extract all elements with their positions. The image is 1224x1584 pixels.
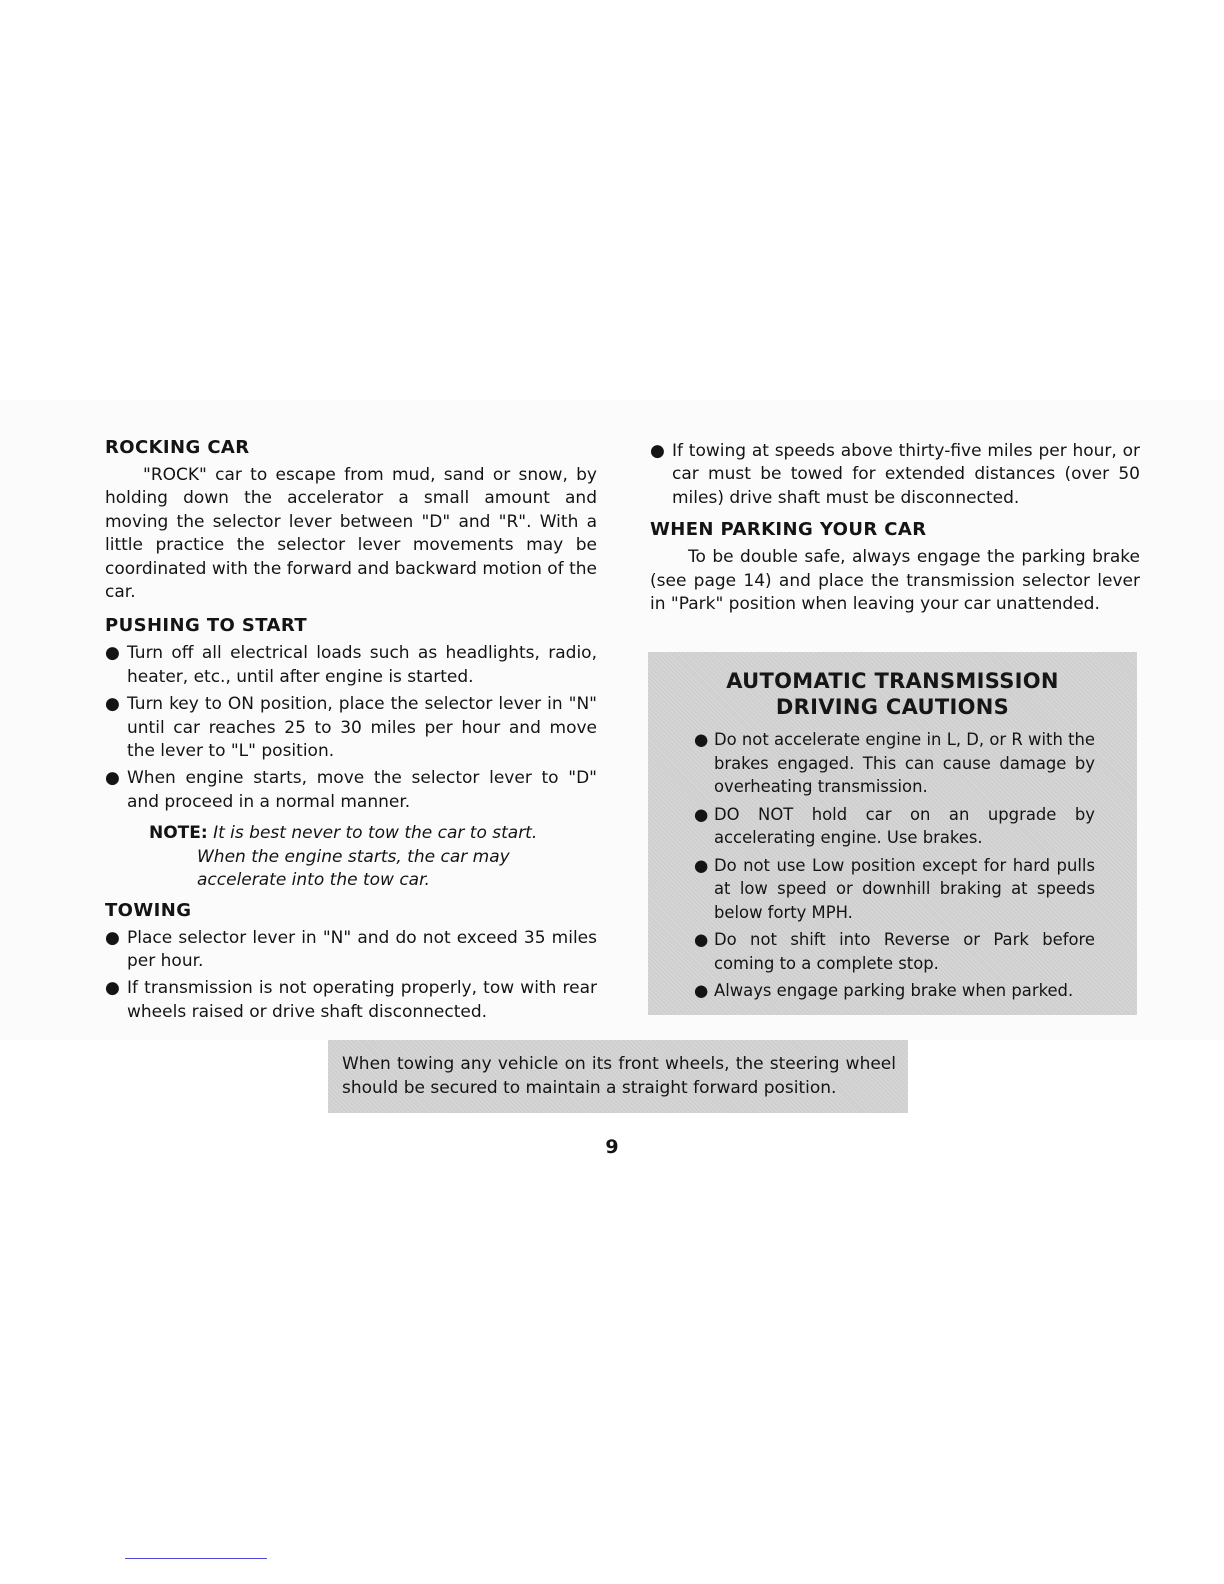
pushing-to-start-heading: PUSHING TO START — [105, 615, 307, 637]
bullet-icon: ● — [105, 927, 120, 948]
right-column — [650, 440, 1140, 626]
footer-divider — [125, 1558, 267, 1559]
list-item: ● Always engage parking brake when parked. — [694, 979, 1095, 1003]
note-label: NOTE: — [149, 823, 208, 844]
note-text: It is best never to tow the car to start. — [213, 823, 538, 844]
list-item: ● Do not shift into Reverse or Park before coming to a complete stop. — [694, 930, 1095, 973]
parking-body: To be double safe, always engage the parking brake (see page 14) and place the transmission selector lever in "Park" position when leaving your car unattended. — [650, 547, 1140, 615]
list-item: ● If transmission is not operating properly, tow with rear wheels raised or drive shaft disconnected. — [105, 978, 597, 1022]
bullet-icon: ● — [105, 694, 120, 715]
parking-heading: WHEN PARKING YOUR CAR — [650, 519, 927, 541]
towing-heading: TOWING — [105, 899, 192, 921]
left-column — [105, 436, 597, 1032]
driving-cautions-box — [648, 652, 1137, 1015]
towing-list-continued — [650, 440, 1140, 510]
tow-warning-box: When towing any vehicle on its front wheels, the steering wheel should be secured to maintain a straight forward position. — [328, 1040, 908, 1113]
bullet-icon: ● — [650, 441, 665, 461]
cautions-list — [648, 728, 1137, 1003]
pushing-to-start-list — [105, 642, 597, 814]
note — [149, 822, 597, 892]
rocking-car-heading: ROCKING CAR — [105, 437, 250, 458]
bullet-icon: ● — [694, 855, 709, 875]
list-item: ● Turn key to ON position, place the selector lever in "N" until car reaches 25 to 30 miles per hour and move the lever to "L" position. — [105, 694, 597, 762]
list-item: ● Place selector lever in "N" and do not exceed 35 miles per hour. — [105, 927, 597, 971]
rocking-car-body: "ROCK" car to escape from mud, sand or snow, by holding down the accelerator a small amount and moving the selector lever between "D" and "R". With a little practice the selector lever movements may be coordinated with the forward and backward motion of the car. — [105, 465, 597, 603]
list-item: ● Turn off all electrical loads such as headlights, radio, heater, etc., until after engine is started. — [105, 643, 597, 687]
bullet-icon: ● — [694, 981, 709, 1000]
note-continuation: When the engine starts, the car may accelerate into the tow car. — [197, 846, 510, 891]
list-item: ● If towing at speeds above thirty-five miles per hour, or car must be towed for extended distances (over 50 miles) drive shaft must be disconnected. — [650, 441, 1140, 508]
bullet-icon: ● — [105, 643, 120, 664]
bullet-icon: ● — [105, 978, 120, 999]
list-item: ● DO NOT hold car on an upgrade by accelerating engine. Use brakes. — [694, 804, 1095, 847]
towing-list — [105, 927, 597, 1025]
bullet-icon: ● — [105, 768, 120, 789]
cautions-title: AUTOMATIC TRANSMISSION DRIVING CAUTIONS — [726, 669, 1059, 719]
bullet-icon: ● — [694, 730, 709, 749]
list-item: ● Do not accelerate engine in L, D, or R with the brakes engaged. This can cause damage by overheating transmission. — [694, 730, 1095, 796]
bullet-icon: ● — [694, 930, 709, 949]
page-number: 9 — [605, 1136, 619, 1158]
bullet-icon: ● — [694, 804, 709, 824]
list-item: ● Do not use Low position except for hard pulls at low speed or downhill braking at speeds below forty MPH. — [694, 855, 1095, 922]
list-item: ● When engine starts, move the selector lever to "D" and proceed in a normal manner. — [105, 768, 597, 812]
